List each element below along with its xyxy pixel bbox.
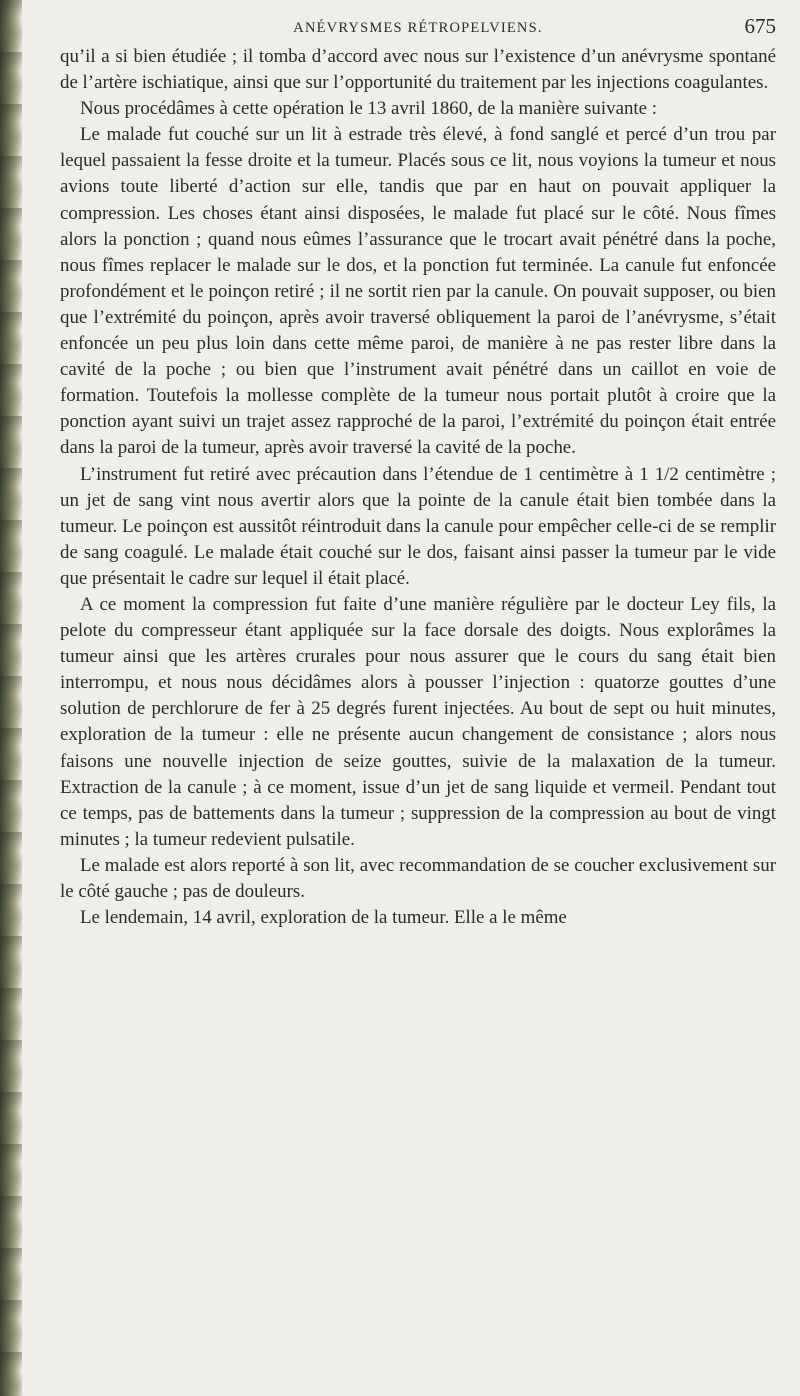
page-number: 675: [744, 14, 776, 38]
paragraph-next-day: Le lendemain, 14 avril, exploration de la tumeur. Elle a le même: [80, 907, 567, 929]
body-text: [60, 44, 776, 931]
binding-texture: [0, 0, 22, 1396]
running-title: ANÉVRYSMES RÉTROPELVIENS.: [293, 20, 543, 36]
running-header: [60, 14, 776, 44]
paragraph-operation-date: Nous procédâmes à cette opération le 13 avril 1860, de la manière suivante :: [80, 98, 658, 120]
paragraph-aftercare: Le malade est alors reporté à son lit, avec recommandation de se coucher exclusivement sur le côté gauche ; pas de douleurs.: [60, 854, 776, 902]
book-page: [60, 14, 776, 931]
paragraph-instrument: L’instrument fut retiré avec précaution dans l’étendue de 1 centimètre à 1 1/2 centimètre ; un jet de sang vint nous avertir alors que la pointe de la canule était bien tombée dans la tumeur. Le poinçon est aussitôt réintroduit dans la canule pour empêcher celle-ci de se remplir de sang coagulé. Le malade était couché sur le dos, faisant ainsi passer la tumeur par le vide que présentait le cadre sur lequel il était placé.: [60, 463, 776, 589]
paragraph-compression: A ce moment la compression fut faite d’une manière régulière par le docteur Ley fils, la pelote du compresseur étant appliquée sur la face dorsale des doigts. Nous explorâmes la tumeur ainsi que les artères crurales pour nous assurer que le cours du sang était bien interrompu, et nous nous décidâmes alors à pousser l’injection : quatorze gouttes d’une solution de perchlorure de fer à 25 degrés furent injectées. Au bout de sept ou huit minutes, exploration de la tumeur : elle ne présente aucun changement de consistance ; alors nous faisons une nouvelle injection de seize gouttes, suivie de la malaxation de la tumeur. Extraction de la canule ; à ce moment, issue d’un jet de sang liquide et vermeil. Pendant tout ce temps, pas de battements dans la tumeur ; suppression de la compression au bout de vingt minutes ; la tumeur redevient pulsatile.: [60, 593, 776, 850]
paragraph-positioning: Le malade fut couché sur un lit à estrade très élevé, à fond sanglé et percé d’un trou par lequel passaient la fesse droite et la tumeur. Placés sous ce lit, nous voyions la tumeur et nous avions toute liberté d’action sur elle, tandis que par en haut on pouvait appliquer la compression. Les choses étant ainsi disposées, le malade fut placé sur le côté. Nous fîmes alors la ponction ; quand nous eûmes l’assurance que le trocart avait pénétré dans la poche, nous fîmes replacer le malade sur le dos, et la ponction fut terminée. La canule fut enfoncée profondément et le poinçon retiré ; il ne sortit rien par la canule. On pouvait supposer, ou bien que l’extrémité du poinçon, après avoir traversé obliquement la paroi de l’anévrysme, s’était enfoncée un peu plus loin dans cette même paroi, de manière à ne pas rester libre dans la cavité de la poche ; ou bien que l’instrument avait pénétré dans un caillot en voie de formation. Toutefois la mollesse complète de la tumeur nous portait plutôt à croire que la ponction ayant suivi un trajet assez rapproché de la paroi, l’extrémité du poinçon était entrée dans la paroi de la tumeur, après avoir traversé la cavité de la poche.: [60, 124, 776, 459]
paragraph-continuation: qu’il a si bien étudiée ; il tomba d’accord avec nous sur l’existence d’un anévrysme spontané de l’artère ischiatique, ainsi que sur l’opportunité du traitement par les injections coagulantes.: [60, 46, 776, 94]
